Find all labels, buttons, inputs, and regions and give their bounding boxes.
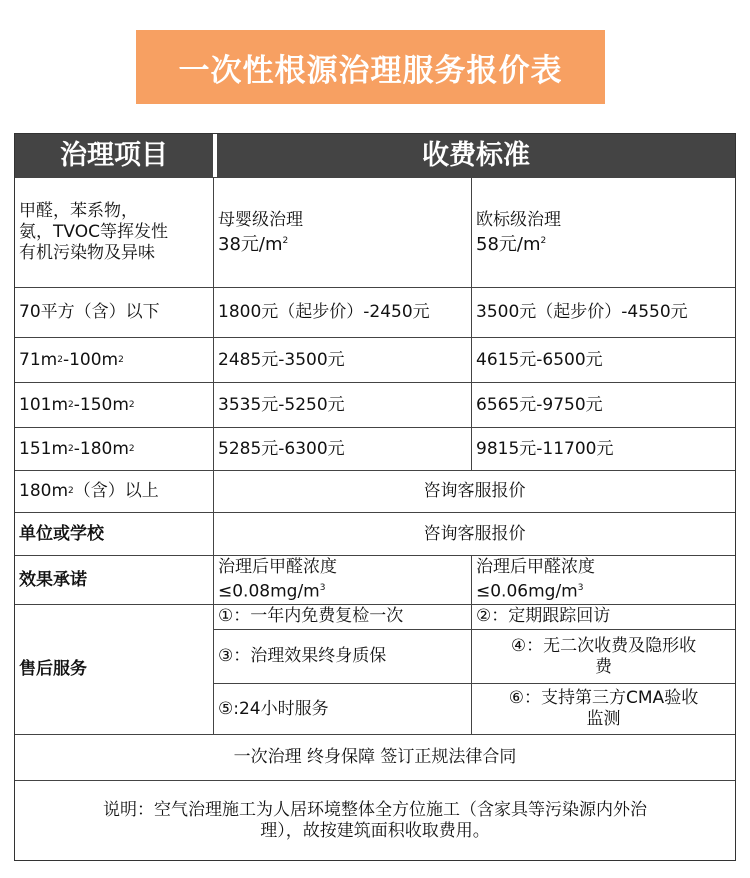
maternal-grade-price: 38元$/m^2$ [218,234,289,255]
maternal-price-cell: 2485元-3500元 [213,338,471,382]
after-sales-maternal-col [213,605,471,734]
euro-grade-name: 欧标级治理 [476,210,561,230]
maternal-grade-name: 母婴级治理 [218,210,303,230]
note-row [15,780,735,860]
after-sales-euro-col [471,605,735,734]
after-sales-row [15,604,735,734]
slogan: 一次治理 终身保障 签订正规法律合同 [233,747,517,767]
header-fee: 收费标准 [213,134,735,177]
table-row [15,287,735,337]
table-row [15,382,735,427]
note-line1: 说明：空气治理施工为人居环境整体全方位施工（含家具等污染源内外治 [103,799,647,820]
service-item: ⑤:24小时服务 [214,683,471,734]
euro-price-cell: 6565元-9750元 [471,383,735,427]
price-table [14,133,736,861]
effect-row [15,555,735,604]
consult-price-cell: 咨询客服报价 [213,471,735,512]
service-item: ②：定期跟踪回访 [476,606,611,627]
service-item: ④：无二次收费及隐形收 费 [472,629,735,684]
maternal-grade-cell [213,178,471,287]
grade-row [15,177,735,287]
effect-label: 效果承诺 [19,569,87,590]
after-sales-label: 售后服务 [19,659,87,679]
slogan-row [15,734,735,780]
school-label: 单位或学校 [19,523,104,544]
euro-effect-cell: 治理后甲醛浓度 $\le 0.06mg/m^3$ [471,556,735,604]
service-item: ①：一年内免费复检一次 [218,606,404,627]
service-item: ⑥：支持第三方CMA验收 监测 [472,683,735,734]
maternal-price-cell: 1800元（起步价）-2450元 [213,288,471,337]
table-row [15,337,735,382]
area-cell: 71m 2 -100m 2 [19,349,124,370]
maternal-price-cell: 5285元-6300元 [213,428,471,470]
pollutants-line2: 氨，TVOC等挥发性 [19,222,168,242]
euro-price-cell: 4615元-6500元 [471,338,735,382]
euro-grade-cell [471,178,735,287]
area-cell: 101m 2 -150m 2 [19,394,135,415]
maternal-price-cell: 3535元-5250元 [213,383,471,427]
pollutants-line1: 甲醛，苯系物， [19,201,138,221]
area-cell: 180m 2 （含）以上 [19,481,159,501]
consult-price-cell: 咨询客服报价 [213,513,735,555]
table-header-row [15,134,735,177]
page-title: 一次性根源治理服务报价表 [136,30,605,104]
table-row [15,470,735,512]
area-cell: 70平方（含）以下 [19,302,160,322]
euro-grade-price: 58元$/m^2$ [476,234,547,255]
note [15,781,735,860]
note-line2: 理），故按建筑面积收取费用。 [260,820,490,841]
pollutants-cell [15,178,213,287]
header-item: 治理项目 [15,134,213,177]
area-cell: 151m 2 -180m 2 [19,438,135,459]
euro-price-cell: 3500元（起步价）-4550元 [471,288,735,337]
service-item: ③：治理效果终身质保 [214,629,471,684]
maternal-effect-cell: 治理后甲醛浓度 $\le 0.08mg/m^3$ [213,556,471,604]
pollutants-line3: 有机污染物及异味 [19,243,155,263]
table-row [15,512,735,555]
table-row [15,427,735,470]
euro-price-cell: 9815元-11700元 [471,428,735,470]
